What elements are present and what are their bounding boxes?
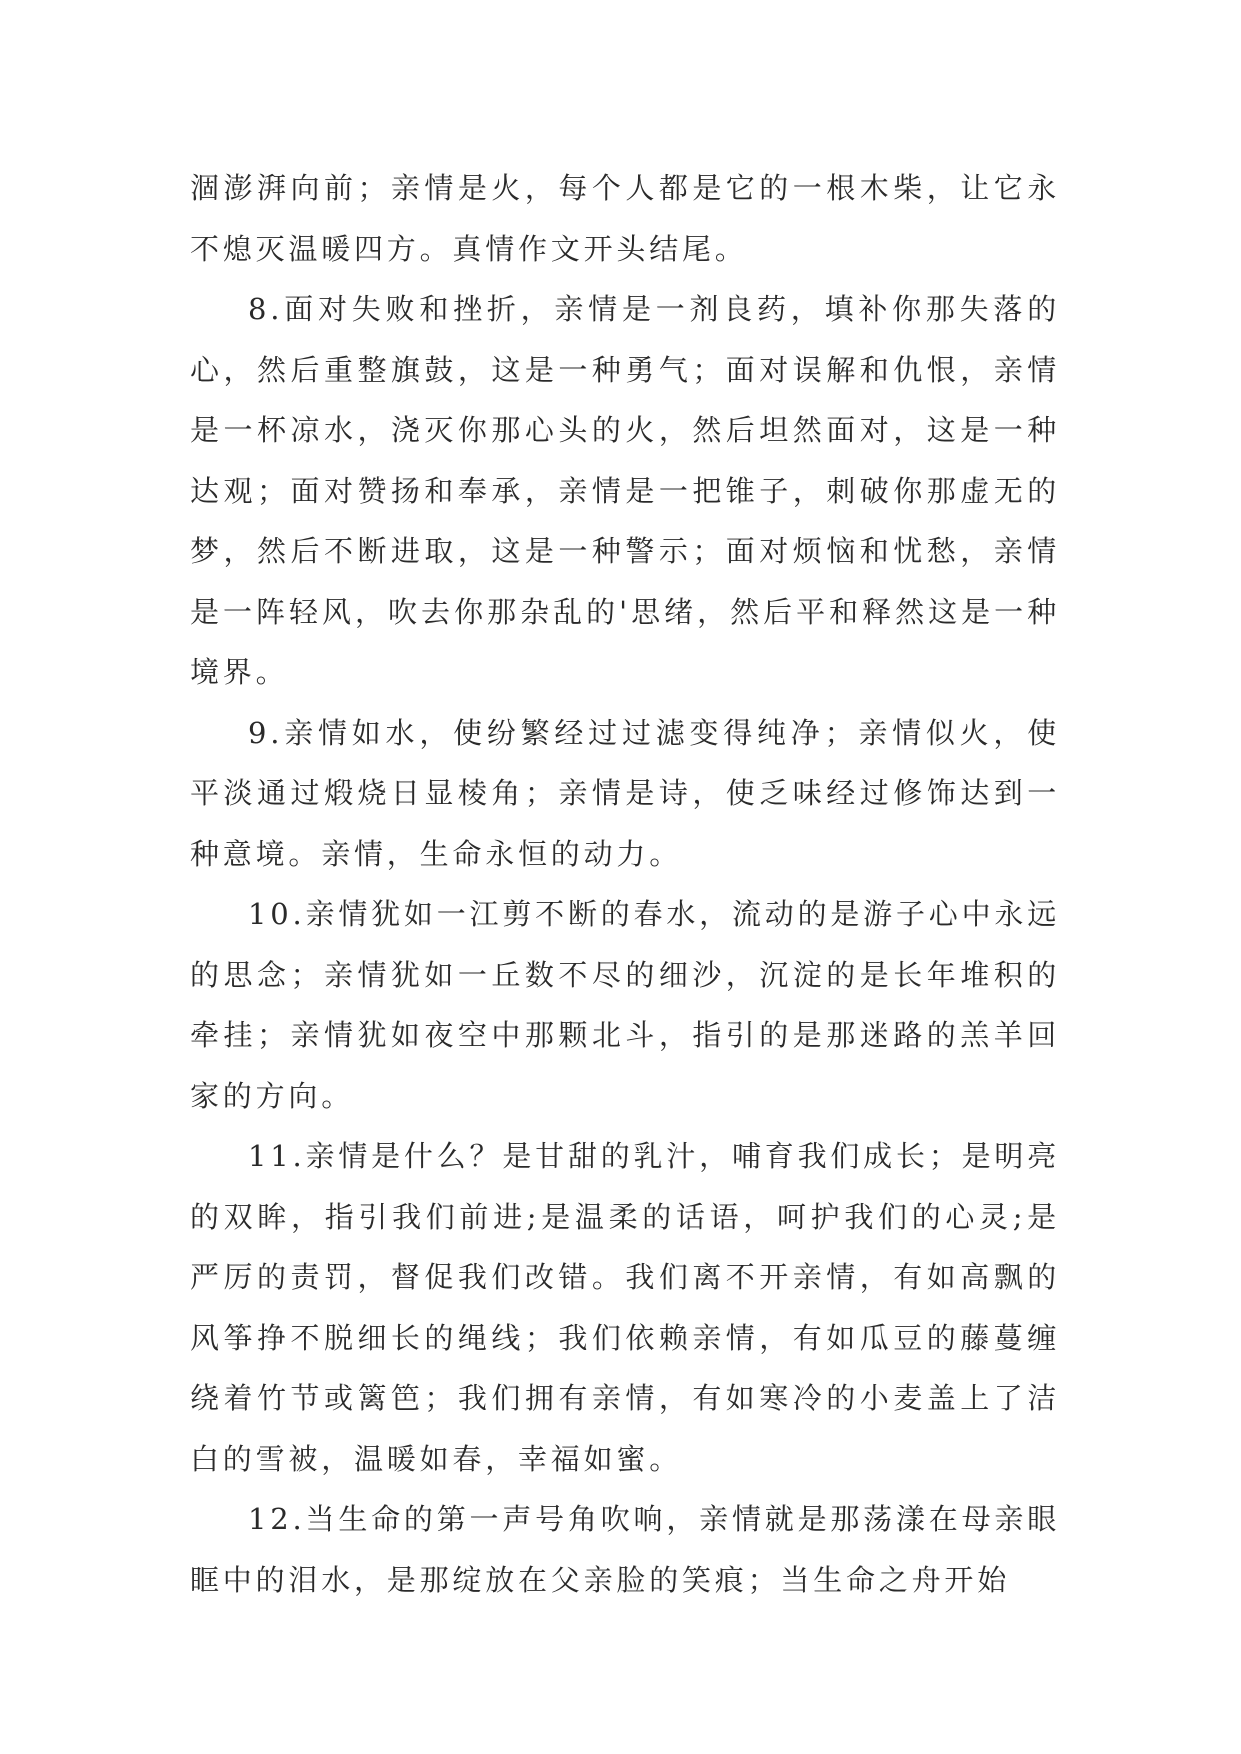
paragraph-9: 9.亲情如水，使纷繁经过过滤变得纯净；亲情似火，使平淡通过煅烧日显棱角；亲情是诗，使乏味经过修饰达到一种意境。亲情，生命永恒的动力。 xyxy=(190,715,1060,871)
document-body xyxy=(190,158,1060,1610)
paragraph-8: 8.面对失败和挫折，亲情是一剂良药，填补你那失落的心，然后重整旗鼓，这是一种勇气；面对误解和仇恨，亲情是一杯凉水，浇灭你那心头的火，然后坦然面对，这是一种达观；面对赞扬和奉承，亲情是一把锥子，刺破你那虚无的梦，然后不断进取，这是一种警示；面对烦恼和忧愁，亲情是一阵轻风，吹去你那杂乱的'思绪，然后平和释然这是一种境界。 xyxy=(190,292,1060,689)
paragraph-12: 12.当生命的第一声号角吹响，亲情就是那荡漾在母亲眼眶中的泪水，是那绽放在父亲脸的笑痕；当生命之舟开始 xyxy=(190,1502,1060,1597)
paragraph-10: 10.亲情犹如一江剪不断的春水，流动的是游子心中永远的思念；亲情犹如一丘数不尽的细沙，沉淀的是长年堆积的牵挂；亲情犹如夜空中那颗北斗，指引的是那迷路的羔羊回家的方向。 xyxy=(190,897,1060,1113)
paragraph-continued: 涸澎湃向前；亲情是火，每个人都是它的一根木柴，让它永不熄灭温暖四方。真情作文开头结尾。 xyxy=(190,171,1060,266)
paragraph-11: 11.亲情是什么？是甘甜的乳汁，哺育我们成长；是明亮的双眸，指引我们前进;是温柔的话语，呵护我们的心灵;是严厉的责罚，督促我们改错。我们离不开亲情，有如高飘的风筝挣不脱细长的绳线；我们依赖亲情，有如瓜豆的藤蔓缠绕着竹节或篱笆；我们拥有亲情，有如寒冷的小麦盖上了洁白的雪被，温暖如春，幸福如蜜。 xyxy=(190,1139,1060,1476)
